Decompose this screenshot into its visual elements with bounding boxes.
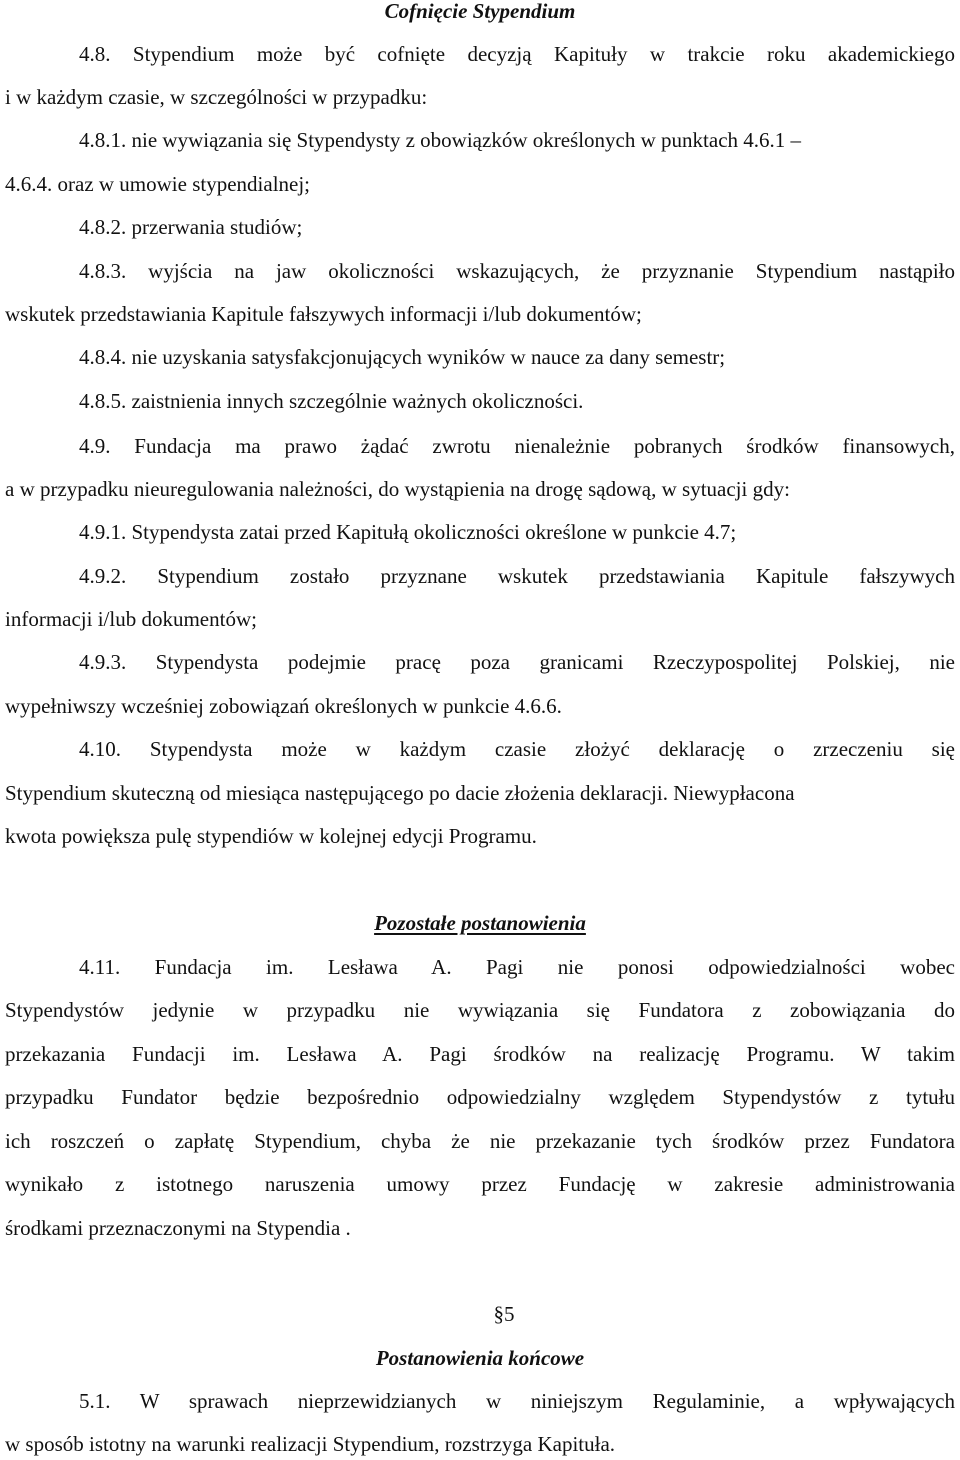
paragraph-line: 4.9.3. Stypendysta podejmie pracę poza granicami Rzeczypospolitej Polskiej, nie — [79, 650, 955, 674]
paragraph-line: 5.1. W sprawach nieprzewidzianych w niniejszym Regulaminie, a wpływających — [79, 1389, 955, 1413]
paragraph-line: 4.8.3. wyjścia na jaw okoliczności wskazujących, że przyznanie Stypendium nastąpiło — [79, 259, 955, 283]
paragraph-line: i w każdym czasie, w szczególności w przypadku: — [5, 85, 428, 109]
paragraph-line: wynikało z istotnego naruszenia umowy przez Fundację w zakresie administrowania — [5, 1172, 955, 1196]
section-number: §5 — [493, 1302, 515, 1326]
paragraph-line: 4.9.2. Stypendium zostało przyznane wskutek przedstawiania Kapitule fałszywych — [79, 564, 955, 588]
section-heading-cofniecie: Cofnięcie Stypendium — [384, 0, 576, 23]
paragraph-line: 4.8.2. przerwania studiów; — [79, 215, 303, 239]
paragraph-line: wskutek przedstawiania Kapitule fałszywych informacji i/lub dokumentów; — [5, 302, 642, 326]
paragraph-line: Stypendystów jedynie w przypadku nie wywiązania się Fundatora z zobowiązania do — [5, 998, 955, 1022]
paragraph-line: 4.8.1. nie wywiązania się Stypendysty z obowiązków określonych w punktach 4.6.1 – — [79, 128, 802, 152]
paragraph-line: ich roszczeń o zapłatę Stypendium, chyba że nie przekazanie tych środków przez Fundatora — [5, 1129, 955, 1153]
paragraph-line: kwota powiększa pulę stypendiów w kolejnej edycji Programu. — [5, 824, 537, 848]
paragraph-line: 4.11. Fundacja im. Lesława A. Pagi nie ponosi odpowiedzialności wobec — [79, 955, 955, 979]
paragraph-line: 4.9.1. Stypendysta zatai przed Kapitułą okoliczności określone w punkcie 4.7; — [79, 520, 737, 544]
paragraph-line: 4.8.5. zaistnienia innych szczególnie ważnych okoliczności. — [79, 389, 584, 413]
paragraph-line: 4.9. Fundacja ma prawo żądać zwrotu nienależnie pobranych środków finansowych, — [79, 434, 955, 458]
section-heading-pozostale: Pozostałe postanowienia — [374, 911, 586, 935]
paragraph-line: 4.6.4. oraz w umowie stypendialnej; — [5, 172, 311, 196]
paragraph-line: w sposób istotny na warunki realizacji Stypendium, rozstrzyga Kapituła. — [5, 1432, 616, 1456]
paragraph-line: przypadku Fundator będzie bezpośrednio odpowiedzialny względem Stypendystów z tytułu — [5, 1085, 955, 1109]
paragraph-line: 4.8.4. nie uzyskania satysfakcjonujących wyników w nauce za dany semestr; — [79, 345, 726, 369]
paragraph-line: środkami przeznaczonymi na Stypendia . — [5, 1216, 351, 1240]
paragraph-line: informacji i/lub dokumentów; — [5, 607, 257, 631]
paragraph-line: Stypendium skuteczną od miesiąca następującego po dacie złożenia deklaracji. Niewypłacona — [5, 781, 795, 805]
paragraph-line: przekazania Fundacji im. Lesława A. Pagi środków na realizację Programu. W takim — [5, 1042, 955, 1066]
paragraph-line: wypełniwszy wcześniej zobowiązań określonych w punkcie 4.6.6. — [5, 694, 562, 718]
paragraph-line: 4.10. Stypendysta może w każdym czasie złożyć deklarację o zrzeczeniu się — [79, 737, 955, 761]
section-heading-koncowe: Postanowienia końcowe — [375, 1346, 585, 1370]
paragraph-line: a w przypadku nieuregulowania należności, do wystąpienia na drogę sądową, w sytuacji gdy: — [5, 477, 790, 501]
paragraph-line: 4.8. Stypendium może być cofnięte decyzją Kapituły w trakcie roku akademickiego — [79, 42, 955, 66]
